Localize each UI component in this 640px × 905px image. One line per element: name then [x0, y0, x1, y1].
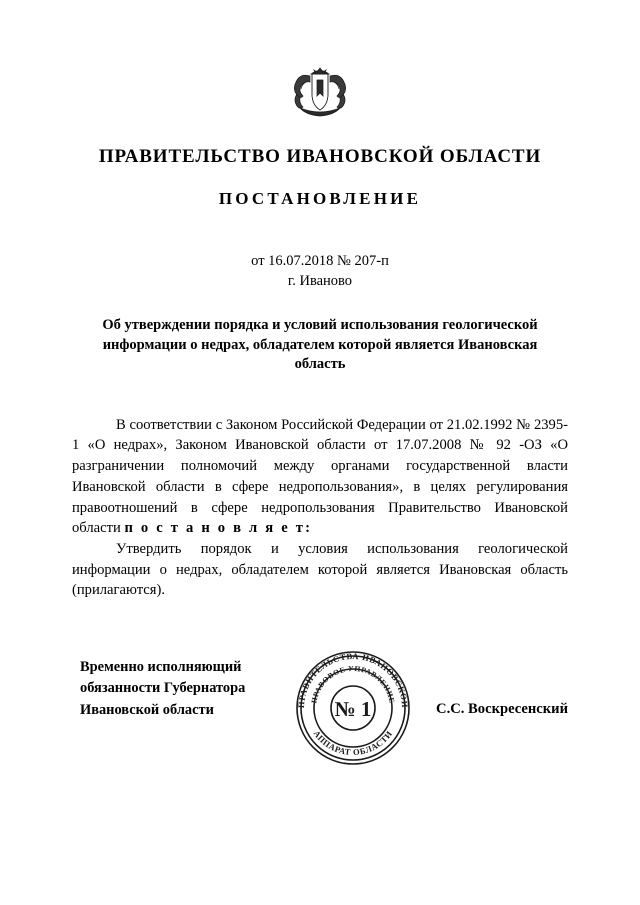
body-paragraph-1: [72, 415, 568, 539]
signature-block: [72, 651, 568, 767]
signer-name: С.С. Воскресенский: [436, 701, 568, 718]
coat-of-arms-icon: [284, 58, 356, 120]
body-paragraph-2: [72, 539, 568, 601]
paragraph-2-text: Утвердить порядок и условия использования геологической информации о недрах, обладателем которой является Ивановская область (прилагаются).: [72, 541, 568, 599]
signer-role-line-3: Ивановской области: [80, 701, 214, 718]
stamp-outer-top-text: ПРАВИТЕЛЬСТВА ИВАНОВСКОЙ: [295, 651, 411, 709]
stamp-center-number: № 1: [334, 697, 372, 722]
document-subject: Об утверждении порядка и условий использования геологической информации о недрах, обладателем которой является Ивановская область: [102, 317, 538, 373]
document-type: ПОСТАНОВЛЕНИЕ: [218, 189, 422, 208]
signer-role: [80, 657, 245, 721]
signer-role-line-1: Временно исполняющий: [80, 659, 242, 676]
government-title: ПРАВИТЕЛЬСТВО ИВАНОВСКОЙ ОБЛАСТИ: [98, 146, 542, 167]
paragraph-1-emphasis: п о с т а н о в л я е т:: [124, 520, 313, 537]
emblem-container: [72, 0, 568, 120]
paragraph-1-text: В соответствии с Законом Российской Федерации от 21.02.1992 № 2395-1 «О недрах», Законом Ивановской области от 17.07.2008 № 92 -ОЗ «О разграничении полномочий между органами государственной власти Ивановской области в сфере недропользования», в целях регулирования правоотношений в сфере недропользования Правительство Ивановской области: [72, 416, 568, 537]
signer-role-line-2: обязанности Губернатора: [80, 680, 246, 697]
stamp-inner-top-text: ПРАВОВОЕ УПРАВЛЕНИЕ: [309, 664, 397, 705]
document-city: г. Иваново: [287, 273, 353, 289]
official-stamp: [290, 645, 416, 771]
document-date-number: от 16.07.2018 № 207-п: [251, 253, 389, 269]
document-body: [72, 415, 568, 601]
stamp-outer-bottom-text: АППАРАТ ОБЛАСТИ: [311, 728, 395, 758]
